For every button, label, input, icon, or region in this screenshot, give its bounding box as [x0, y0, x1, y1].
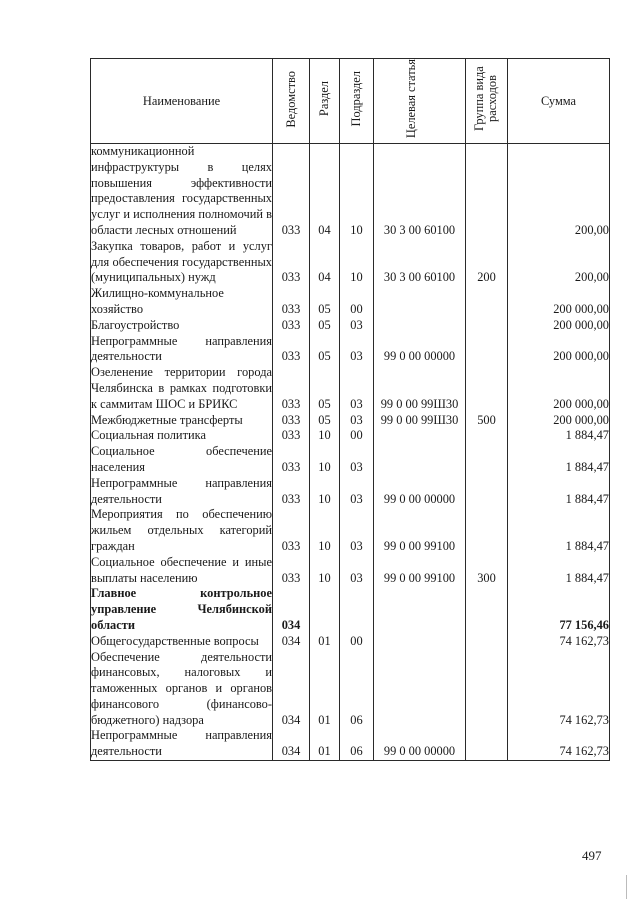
cell-group — [466, 476, 508, 508]
cell-target: 99 0 00 00000 — [374, 728, 466, 760]
cell-target — [374, 318, 466, 334]
header-celevaya-label: Целевая статья — [403, 59, 418, 139]
cell-razdel: 10 — [310, 476, 340, 508]
table-row — [91, 728, 610, 760]
cell-sum: 77 156,46 — [508, 586, 610, 633]
cell-vedomstvo: 033 — [273, 413, 310, 429]
cell-target: 99 0 00 00000 — [374, 476, 466, 508]
table-row — [91, 428, 610, 444]
cell-podrazdel: 06 — [340, 728, 374, 760]
cell-target: 99 0 00 99100 — [374, 555, 466, 587]
cell-name: Мероприятия по обеспечению жильем отдельных категорий граждан — [91, 507, 272, 553]
cell-name: Общегосударственные вопросы — [91, 634, 273, 650]
header-row — [91, 59, 610, 144]
cell-group — [466, 318, 508, 334]
cell-podrazdel: 03 — [340, 365, 374, 412]
cell-group — [466, 728, 508, 760]
cell-vedomstvo: 034 — [273, 650, 310, 729]
cell-vedomstvo: 033 — [273, 286, 310, 318]
cell-razdel: 10 — [310, 428, 340, 444]
cell-name: Социальная политика — [91, 428, 273, 444]
cell-group — [466, 507, 508, 554]
header-podrazdel-label: Подраздел — [349, 71, 363, 127]
cell-razdel: 10 — [310, 507, 340, 554]
cell-sum: 200 000,00 — [508, 413, 610, 429]
cell-target — [374, 286, 466, 318]
cell-vedomstvo: 034 — [273, 728, 310, 760]
cell-vedomstvo: 033 — [273, 507, 310, 554]
header-vedomstvo — [273, 59, 310, 144]
table-row — [91, 634, 610, 650]
cell-name: Социальное обеспечение населения — [91, 444, 272, 474]
cell-target — [374, 428, 466, 444]
cell-target: 99 0 00 99100 — [374, 507, 466, 554]
cell-name: Непрограммные направления деятельности — [91, 475, 272, 506]
cell-group — [466, 444, 508, 476]
table-row — [91, 365, 610, 412]
cell-group: 500 — [466, 413, 508, 429]
table-row — [91, 586, 610, 633]
cell-sum: 1 884,47 — [508, 444, 610, 476]
cell-name: Обеспечение деятельности финансовых, налоговых и таможенных органов и органов финансового (финансово-бюджетного) надзора — [91, 649, 272, 727]
cell-vedomstvo: 033 — [273, 428, 310, 444]
cell-podrazdel: 10 — [340, 144, 374, 239]
cell-sum: 200,00 — [508, 144, 610, 239]
cell-target: 99 0 00 99Ш30 — [374, 365, 466, 412]
table-row — [91, 444, 610, 476]
table-row — [91, 413, 610, 429]
cell-razdel: 05 — [310, 318, 340, 334]
cell-target — [374, 634, 466, 650]
header-celevaya — [374, 59, 466, 144]
cell-sum: 200 000,00 — [508, 318, 610, 334]
header-name: Наименование — [91, 59, 273, 144]
cell-razdel: 01 — [310, 650, 340, 729]
header-razdel-label: Раздел — [317, 81, 331, 117]
header-podrazdel — [340, 59, 374, 144]
cell-vedomstvo: 033 — [273, 555, 310, 587]
cell-sum: 200 000,00 — [508, 334, 610, 366]
cell-sum: 1 884,47 — [508, 555, 610, 587]
cell-sum: 74 162,73 — [508, 650, 610, 729]
cell-podrazdel: 03 — [340, 413, 374, 429]
cell-vedomstvo: 033 — [273, 444, 310, 476]
header-razdel — [310, 59, 340, 144]
cell-target — [374, 586, 466, 633]
cell-vedomstvo: 033 — [273, 365, 310, 412]
cell-group — [466, 428, 508, 444]
cell-razdel: 01 — [310, 728, 340, 760]
cell-target: 99 0 00 99Ш30 — [374, 413, 466, 429]
cell-podrazdel: 00 — [340, 286, 374, 318]
cell-vedomstvo: 034 — [273, 634, 310, 650]
cell-group — [466, 144, 508, 239]
table-row — [91, 555, 610, 587]
cell-sum: 200 000,00 — [508, 365, 610, 412]
budget-table — [90, 58, 610, 761]
cell-target — [374, 650, 466, 729]
cell-target — [374, 444, 466, 476]
cell-razdel: 05 — [310, 413, 340, 429]
cell-podrazdel: 10 — [340, 239, 374, 286]
cell-podrazdel: 00 — [340, 428, 374, 444]
cell-razdel: 01 — [310, 634, 340, 650]
cell-podrazdel: 03 — [340, 334, 374, 366]
table-row — [91, 476, 610, 508]
cell-razdel: 04 — [310, 239, 340, 286]
table-row — [91, 144, 610, 239]
cell-group: 200 — [466, 239, 508, 286]
table-row — [91, 507, 610, 554]
header-summa: Сумма — [508, 59, 610, 144]
cell-name: Социальное обеспечение и иные выплаты населению — [91, 554, 272, 585]
cell-razdel: 05 — [310, 365, 340, 412]
cell-sum: 74 162,73 — [508, 728, 610, 760]
cell-group — [466, 286, 508, 318]
cell-razdel: 04 — [310, 144, 340, 239]
page-number: 497 — [582, 848, 602, 863]
cell-sum: 1 884,47 — [508, 428, 610, 444]
cell-group — [466, 586, 508, 633]
header-gruppa-label: Группа вида расходов — [471, 66, 499, 132]
cell-name: коммуникационной инфраструктуры в целях повышения эффективности предоставления государственных услуг и исполнения полномочий в области лесных отношений — [91, 144, 272, 237]
cell-podrazdel: 03 — [340, 476, 374, 508]
cell-group: 300 — [466, 555, 508, 587]
cell-name: Закупка товаров, работ и услуг для обеспечения государственных (муниципальных) нужд — [91, 238, 272, 285]
cell-vedomstvo: 033 — [273, 144, 310, 239]
header-vedomstvo-label: Ведомство — [283, 70, 298, 128]
cell-razdel: 05 — [310, 286, 340, 318]
cell-name: Главное контрольное управление Челябинской области — [91, 586, 272, 632]
cell-podrazdel: 03 — [340, 318, 374, 334]
cell-podrazdel: 03 — [340, 444, 374, 476]
cell-vedomstvo: 033 — [273, 239, 310, 286]
cell-sum: 200,00 — [508, 239, 610, 286]
table-row — [91, 286, 610, 318]
cell-sum: 200 000,00 — [508, 286, 610, 318]
scan-edge-mark — [626, 875, 627, 899]
cell-sum: 74 162,73 — [508, 634, 610, 650]
cell-sum: 1 884,47 — [508, 476, 610, 508]
table-row — [91, 318, 610, 334]
cell-razdel: 10 — [310, 555, 340, 587]
cell-podrazdel — [340, 586, 374, 633]
cell-name: Непрограммные направления деятельности — [91, 333, 272, 364]
header-gruppa — [466, 59, 508, 144]
table-row — [91, 650, 610, 729]
cell-podrazdel: 06 — [340, 650, 374, 729]
cell-group — [466, 650, 508, 729]
cell-target: 30 3 00 60100 — [374, 239, 466, 286]
cell-podrazdel: 00 — [340, 634, 374, 650]
cell-podrazdel: 03 — [340, 555, 374, 587]
table-row — [91, 334, 610, 366]
cell-group — [466, 334, 508, 366]
cell-group — [466, 634, 508, 650]
cell-vedomstvo: 033 — [273, 334, 310, 366]
cell-target: 30 3 00 60100 — [374, 144, 466, 239]
cell-sum: 1 884,47 — [508, 507, 610, 554]
table-row — [91, 239, 610, 286]
cell-vedomstvo: 033 — [273, 318, 310, 334]
cell-razdel: 05 — [310, 334, 340, 366]
cell-name: Озеленение территории города Челябинска в рамках подготовки к саммитам ШОС и БРИКС — [91, 365, 272, 411]
cell-podrazdel: 03 — [340, 507, 374, 554]
cell-name: Благоустройство — [91, 318, 273, 334]
cell-vedomstvo: 034 — [273, 586, 310, 633]
cell-name: Жилищно-коммунальное хозяйство — [91, 286, 273, 318]
table-body — [91, 144, 610, 761]
cell-target: 99 0 00 00000 — [374, 334, 466, 366]
cell-name: Непрограммные направления деятельности — [91, 728, 273, 760]
cell-razdel — [310, 586, 340, 633]
cell-name: Межбюджетные трансферты — [91, 413, 273, 429]
cell-group — [466, 365, 508, 412]
cell-vedomstvo: 033 — [273, 476, 310, 508]
cell-razdel: 10 — [310, 444, 340, 476]
